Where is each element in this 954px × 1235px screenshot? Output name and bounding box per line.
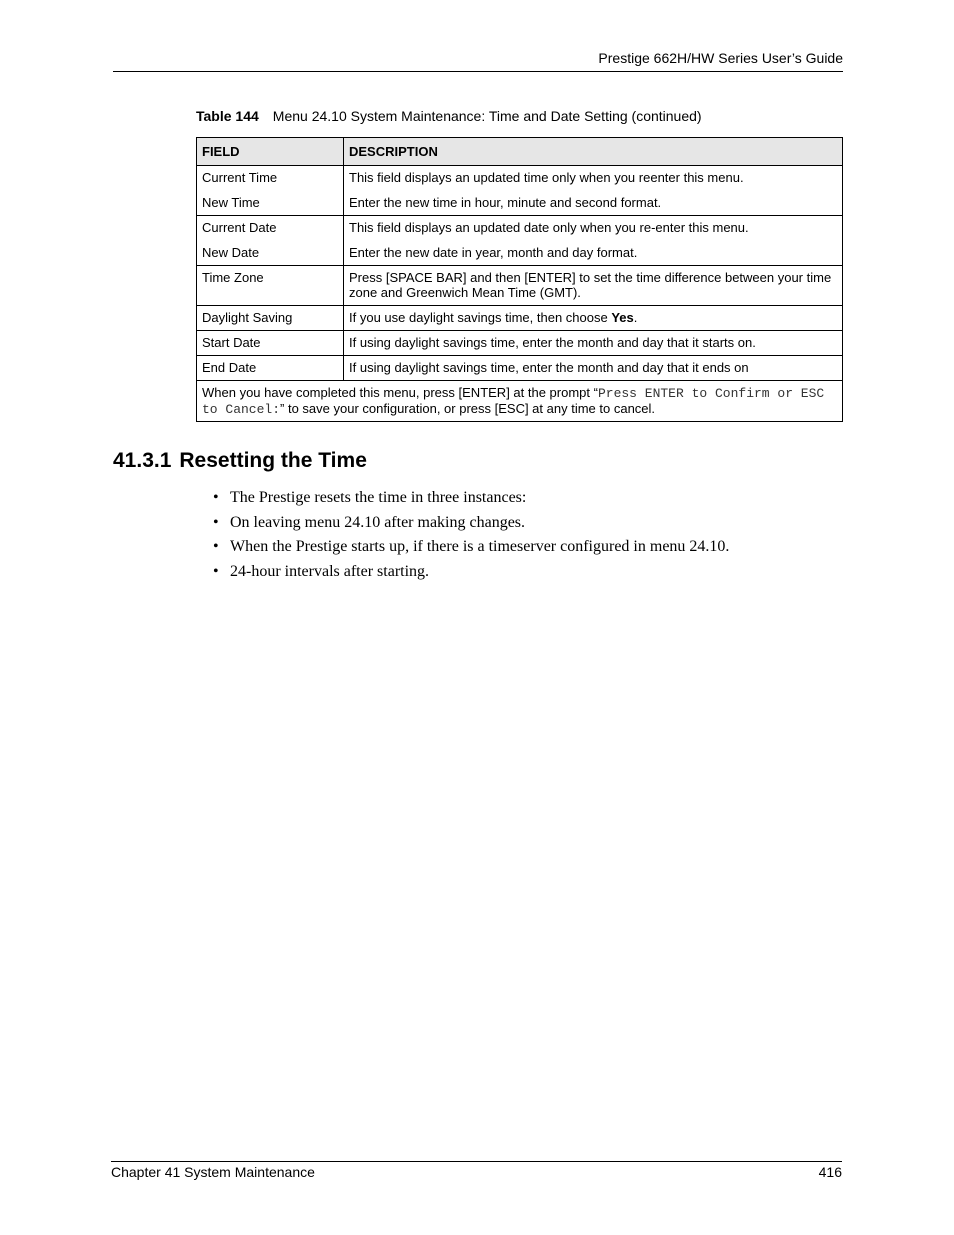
desc-daylight-suffix: .: [633, 310, 638, 325]
list-item: [213, 513, 729, 538]
desc-daylight-prefix: If you use daylight savings time, then choose: [349, 310, 612, 325]
bullet-icon: •: [213, 489, 219, 506]
header-description: DESCRIPTION: [344, 138, 843, 166]
page-footer: [111, 1161, 842, 1180]
section-heading: [113, 449, 367, 473]
table-row: [197, 331, 843, 356]
list-item-text: When the Prestige starts up, if there is a timeserver configured in menu 24.10.: [230, 538, 730, 556]
note-prefix: When you have completed this menu, press [ENTER] at the prompt “: [202, 385, 598, 400]
table-number: Table 144: [196, 108, 259, 124]
bullet-icon: •: [213, 513, 219, 531]
table-footer-row: [197, 381, 843, 422]
field-current-date: Current Date: [202, 220, 277, 235]
note-suffix: ” to save your configuration, or press [ESC] at any time to cancel.: [280, 401, 656, 416]
bullet-icon: •: [213, 538, 219, 556]
list-item: [213, 562, 729, 587]
chapter-label: Chapter 41 System Maintenance: [111, 1164, 315, 1180]
bullet-icon: •: [213, 563, 219, 581]
field-current-time: Current Time: [202, 170, 278, 185]
field-cell: [197, 216, 344, 266]
desc-daylight-saving: [344, 306, 843, 331]
table-row: [197, 166, 843, 216]
page-header: [113, 50, 843, 72]
desc-new-date: Enter the new date in year, month and day format.: [349, 245, 638, 260]
desc-current-date: This field displays an updated date only when you re-enter this menu.: [349, 220, 749, 235]
field-new-time: New Time: [202, 195, 260, 210]
desc-new-time: Enter the new time in hour, minute and second format.: [349, 195, 662, 210]
note-prompt-code: Press ENTER to Confirm or ESC to Cancel:: [202, 386, 825, 417]
settings-table: [196, 137, 843, 422]
table-row: [197, 356, 843, 381]
guide-title: Prestige 662H/HW Series User’s Guide: [598, 50, 843, 66]
desc-end-date: If using daylight savings time, enter the month and day that it ends on: [344, 356, 843, 381]
section-title: Resetting the Time: [179, 449, 367, 472]
field-new-date: New Date: [202, 245, 260, 260]
list-item-text: The Prestige resets the time in three instances:: [230, 489, 527, 506]
table-header-row: [197, 138, 843, 166]
field-daylight-saving: Daylight Saving: [197, 306, 344, 331]
table-caption-text: Menu 24.10 System Maintenance: Time and Date Setting (continued): [272, 108, 702, 124]
list-item-text: 24-hour intervals after starting.: [230, 563, 430, 581]
table-row: [197, 266, 843, 306]
page-number: 416: [818, 1164, 842, 1180]
bullet-list: [213, 488, 729, 587]
table-row: [197, 306, 843, 331]
table-footer-note: [197, 381, 843, 422]
list-item-text: On leaving menu 24.10 after making changes.: [230, 513, 526, 531]
list-item: [213, 537, 729, 562]
list-item: [213, 488, 729, 513]
description-cell: [344, 216, 843, 266]
section-number: 41.3.1: [113, 449, 172, 472]
desc-daylight-yes: Yes: [611, 310, 634, 325]
table-caption: [196, 108, 856, 124]
field-start-date: Start Date: [197, 331, 344, 356]
field-end-date: End Date: [197, 356, 344, 381]
field-time-zone: Time Zone: [197, 266, 344, 306]
description-cell: [344, 166, 843, 216]
field-cell: [197, 166, 344, 216]
desc-time-zone: Press [SPACE BAR] and then [ENTER] to set the time difference between your time zone and Greenwich Mean Time (GMT).: [344, 266, 843, 306]
desc-start-date: If using daylight savings time, enter the month and day that it starts on.: [344, 331, 843, 356]
table-row: [197, 216, 843, 266]
desc-current-time: This field displays an updated time only when you reenter this menu.: [349, 170, 744, 185]
header-field: FIELD: [197, 138, 344, 166]
